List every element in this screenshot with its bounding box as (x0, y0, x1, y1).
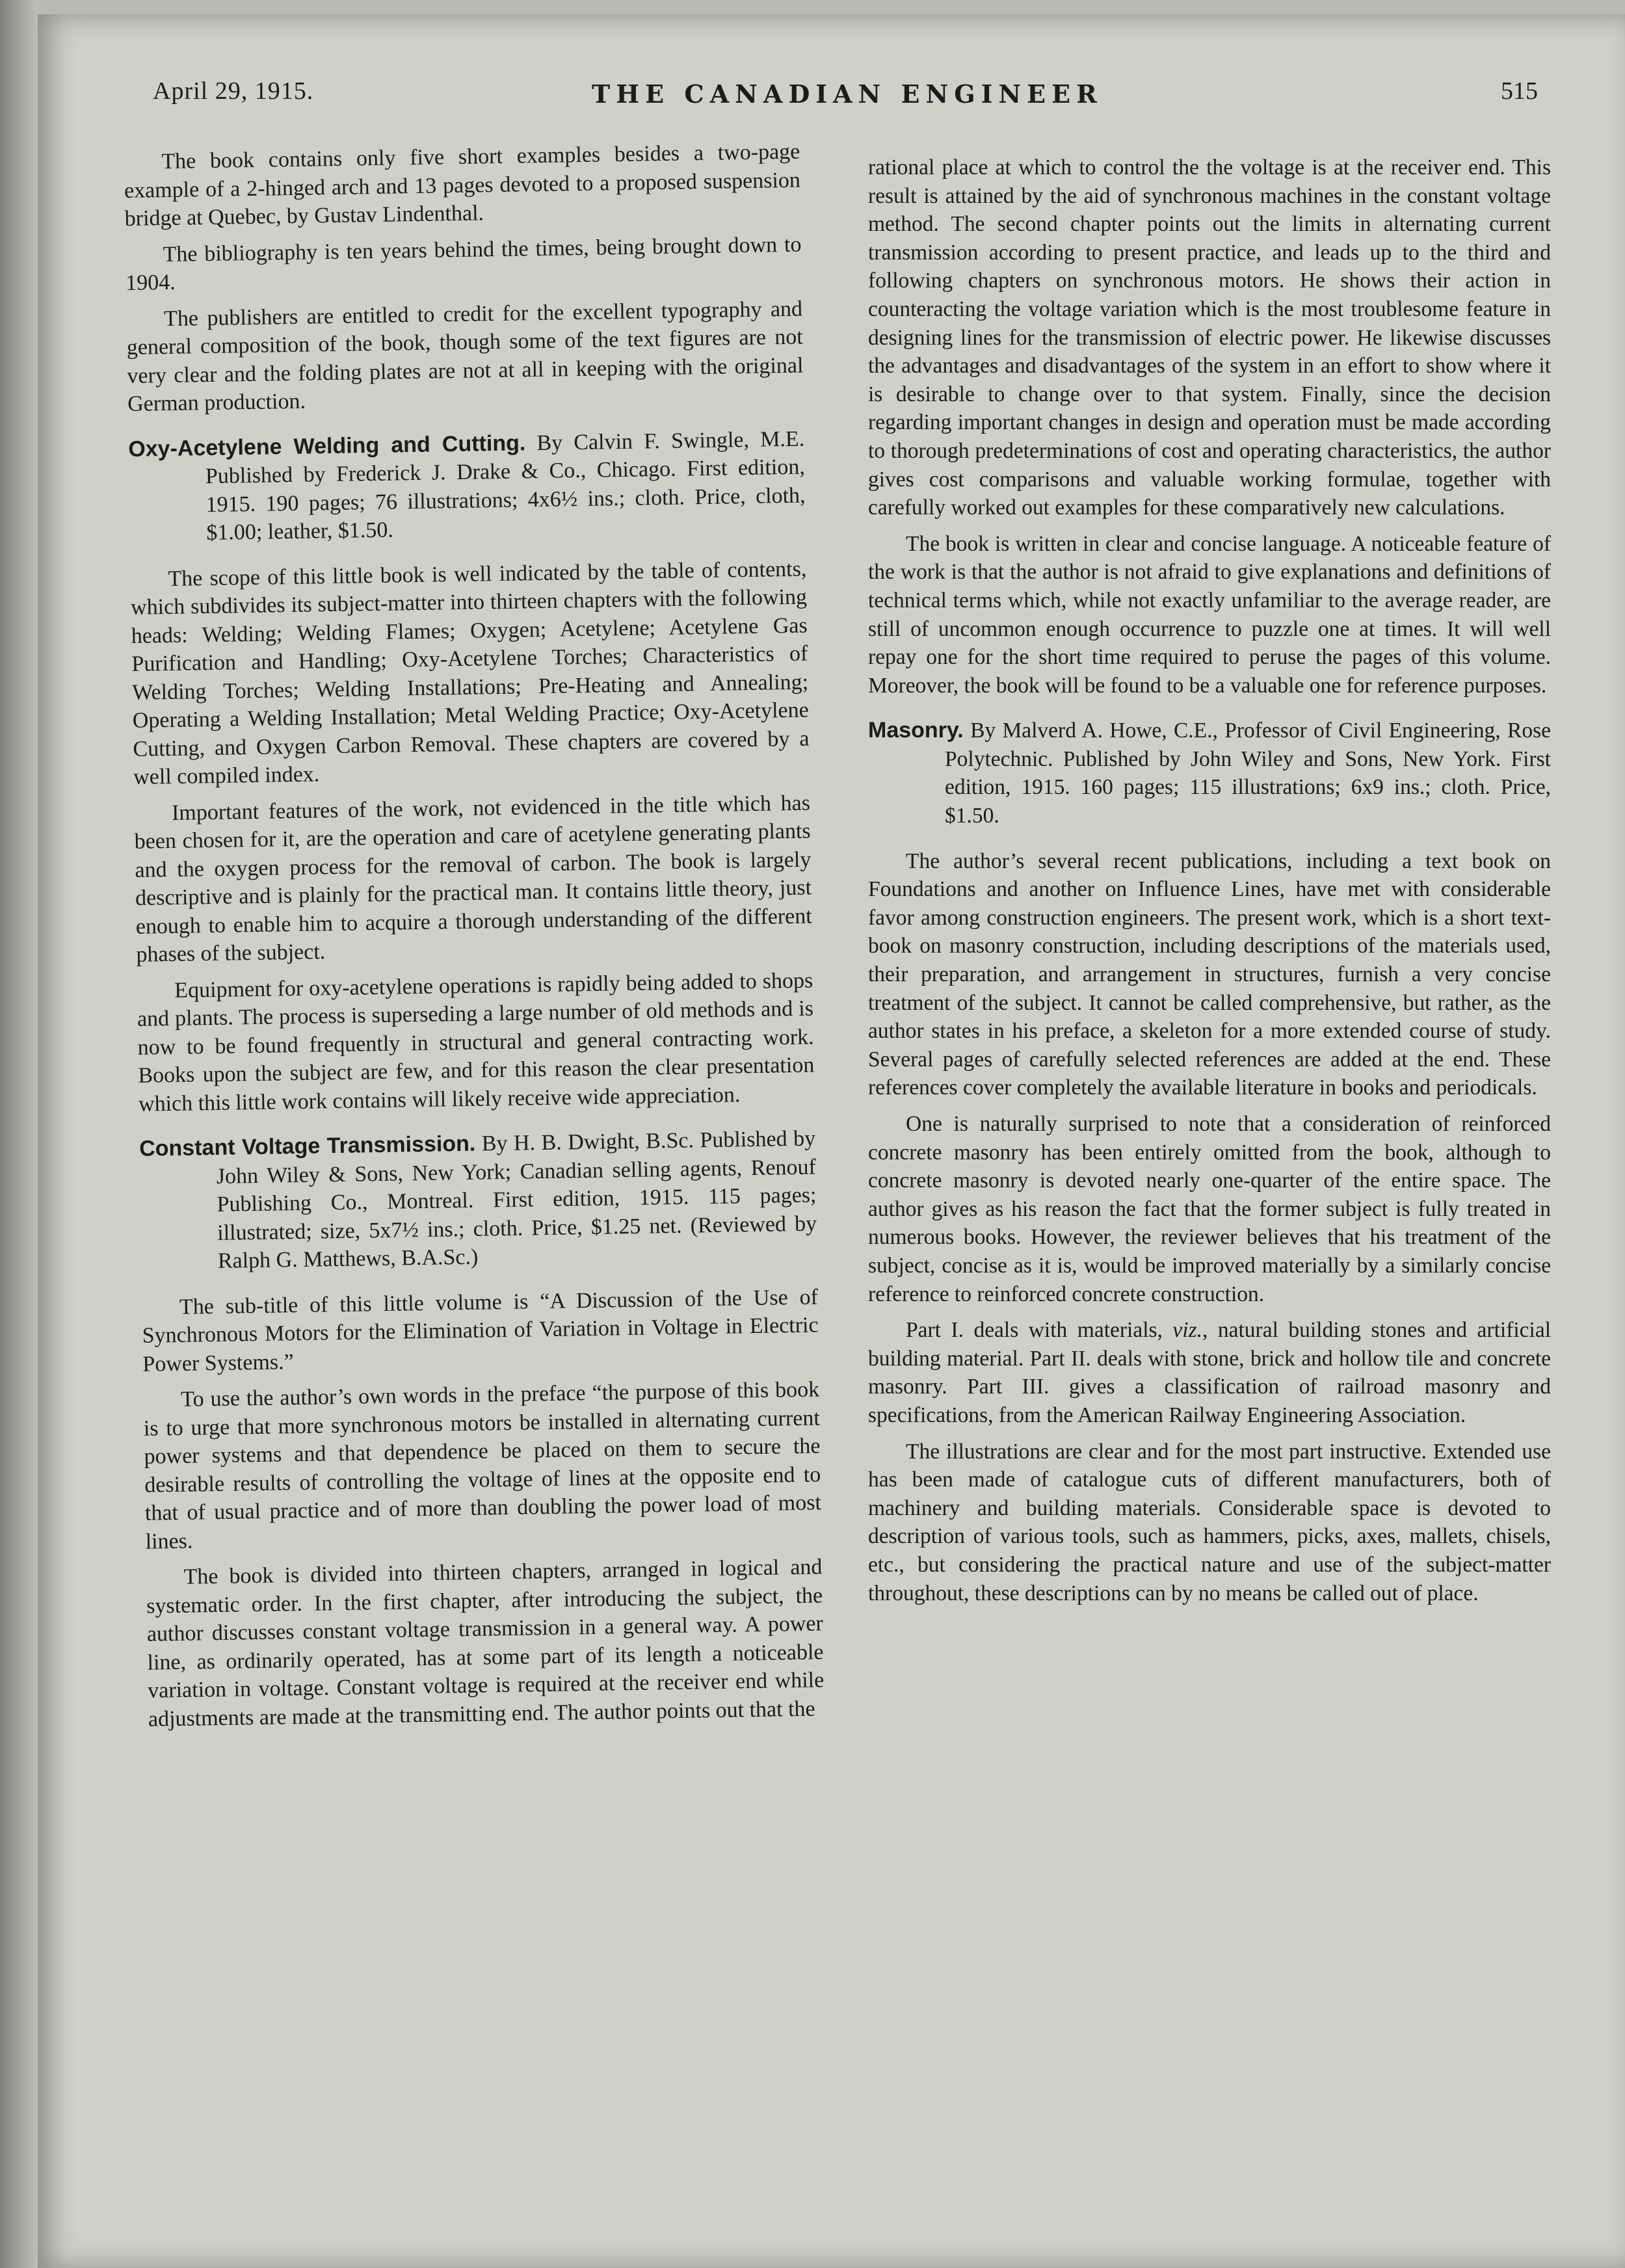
review-paragraph-continued: rational place at which to control the the voltage is at the receiver end. This result is attained by the aid of synchronous machines in the constant voltage method. The second chapter points out the limits in alternating current transmission according to present practice, and leads up to the third and following chapters on synchronous motors. He shows their action in counteracting the voltage variation which is the most troublesome feature in designing lines for the transmission of electric power. He likewise discusses the advantages and disadvantages of the system in an effort to show where it is desirable to change over to that system. Finally, since the decision regarding important changes in design and operation must be made according to thorough predeterminations of cost and operating characteristics, the author gives cost comparisons and valuable working formulae, together with carefully worked out examples for these comparatively new calculations. (868, 155, 1551, 520)
text-run: , natural building stones and artificial building material. Part II. deals with stone, brick and hollow tile and concrete masonry. Part III. gives a classification of railroad masonry and specifications, from the American Railway Engineering Association. (868, 1318, 1552, 1427)
review-paragraph: The illustrations are clear and for the most part instructive. Extended use has been made of catalogue cuts of different manufacturers, both of machinery and building materials. Considerable space is devoted to description of various tools, such as hammers, picks, axes, mallets, chisels, etc., but considering the practical nature and use of the subject-matter throughout, these descriptions can by no means be called out of place. (868, 1439, 1551, 1605)
book-bibliographic-details: By Calvin F. Swingle, M.E. Published by Frederick J. Drake & Co., Chicago. First edition, 1915. 190 pages; 76 illustrations; 4x6½ ins.; cloth. Price, cloth, $1.00; leather, $1.50. (205, 427, 806, 546)
right-column (868, 153, 1551, 1607)
issue-date: April 29, 1915. (153, 77, 314, 105)
review-paragraph: To use the author’s own words in the preface “the purpose of this book is to urge that more synchronous motors be installed in alternating current power systems and that dependence be placed on them to secure the desirable results of controlling the voltage of lines at the opposite end to that of usual practice and of more than doubling the power load of most lines. (143, 1377, 822, 1554)
book-bibliographic-details: By Malverd A. Howe, C.E., Professor of Civil Engineering, Rose Polytechnic. Published by John Wiley and Sons, New York. First edition, 1915. 160 pages; 115 illustrations; 6x9 ins.; cloth. Price, $1.50. (945, 719, 1551, 828)
italic-abbreviation: viz. (1172, 1318, 1203, 1343)
binding-gutter (0, 0, 38, 2268)
review-paragraph: Equipment for oxy-acetylene operations is rapidly being added to shops and plants. The process is superseding a large number of old methods and is now to be found frequently in structural and general contracting work. Books upon the subject are few, and for this reason the clear presentation which this little work contains will likely receive wide appreciation. (137, 968, 815, 1116)
review-paragraph: The book contains only five short examples besides a two-page example of a 2-hinged arch and 13 pages devoted to a proposed suspension bridge at Quebec, by Gustav Lindenthal. (124, 139, 801, 231)
book-entry-masonry (868, 717, 1551, 830)
book-title: Constant Voltage Transmission. (139, 1131, 476, 1161)
book-title: Oxy-Acetylene Welding and Cutting. (127, 430, 526, 462)
review-paragraph: The publishers are entitled to credit for the excellent typography and general composition of the book, though some of the text figures are not very clear and the folding plates are not at all in keeping with the original German production. (126, 297, 804, 416)
running-header (153, 77, 1538, 116)
review-paragraph: Important features of the work, not evidenced in the title which has been chosen for it, are the operation and care of acetylene generating plants and the oxygen process for the removal of carbon. The book is largely descriptive and is plainly for the practical man. It contains little theory, just enough to enable him to acquire a thorough understanding of the different phases of the subject. (134, 791, 812, 967)
review-paragraph: One is naturally surprised to note that a consideration of reinforced concrete masonry has been entirely omitted from the book, although to concrete masonry is devoted nearly one-quarter of the entire space. The author gives as his reason the fact that the former subject is fully treated in numerous books. However, the reviewer believes that his treatment of the subject, concise as it is, would be improved materially by a similarly concise reference to reinforced concrete construction. (868, 1112, 1551, 1306)
book-entry-constant-voltage (139, 1124, 817, 1276)
review-paragraph (868, 1316, 1551, 1429)
left-column (124, 138, 825, 1734)
book-title: Masonry. (868, 718, 964, 743)
review-paragraph: The sub-title of this little volume is “A Discussion of the Use of Synchronous Motors for the Elimination of Variation in Voltage in Electric Power Systems.” (142, 1284, 819, 1377)
review-paragraph: The scope of this little book is well indicated by the table of contents, which subdivides its subject-matter into thirteen chapters with the following heads: Welding; Welding Flames; Oxygen; Acetylene; Acetylene Gas Purification and Handling; Oxy-Acetylene Torches; Characteristics of Welding Torches; Welding Installations; Pre-Heating and Annealing; Operating a Welding Installation; Metal Welding Practice; Oxy-Acetylene Cutting, and Oxygen Carbon Removal. These chapters are covered by a well compiled index. (130, 557, 810, 789)
journal-title: THE CANADIAN ENGINEER (592, 79, 1103, 109)
review-paragraph: The bibliography is ten years behind the times, being brought down to 1904. (125, 232, 802, 295)
book-entry-oxy-acetylene (128, 425, 806, 548)
review-paragraph: The book is divided into thirteen chapters, arranged in logical and systematic order. In the first chapter, after introducing the subject, the author discusses constant voltage transmission in a general way. A power line, as ordinarily operated, has at some part of its length a noticeable variation in voltage. Constant voltage is required at the receiver end while adjustments are made at the transmitting end. The author points out that the (146, 1555, 825, 1732)
book-bibliographic-details: By H. B. Dwight, B.Sc. Published by John Wiley & Sons, New York; Canadian selling agents, Renouf Publishing Co., Montreal. First edition, 1915. 115 pages; illustrated; size, 5x7½ ins.; cloth. Price, $1.25 net. (Reviewed by Ralph G. Matthews, B.A.Sc.) (216, 1126, 817, 1273)
review-paragraph: The book is written in clear and concise language. A noticeable feature of the work is that the author is not afraid to give explanations and definitions of technical terms which, while not exactly unfamiliar to the average reader, are still of uncommon enough occurrence to puzzle one at times. It will well repay one for the short time required to peruse the pages of this volume. Moreover, the book will be found to be a valuable one for reference purposes. (868, 531, 1551, 698)
page-number: 515 (1501, 77, 1538, 105)
text-run: Part I. deals with materials, (906, 1318, 1163, 1343)
review-paragraph: The author’s several recent publications, including a text book on Foundations and another on Influence Lines, have met with considerable favor among construction engineers. The present work, which is a short text-book on masonry construction, including descriptions of the materials used, their preparation, and arrangement in structures, furnish a very concise treatment of the subject. It cannot be called comprehensive, but rather, as the author states in his preface, a skeleton for a more extended course of study. Several pages of carefully selected references are added at the end. These references cover completely the available literature in books and periodicals. (868, 849, 1551, 1100)
